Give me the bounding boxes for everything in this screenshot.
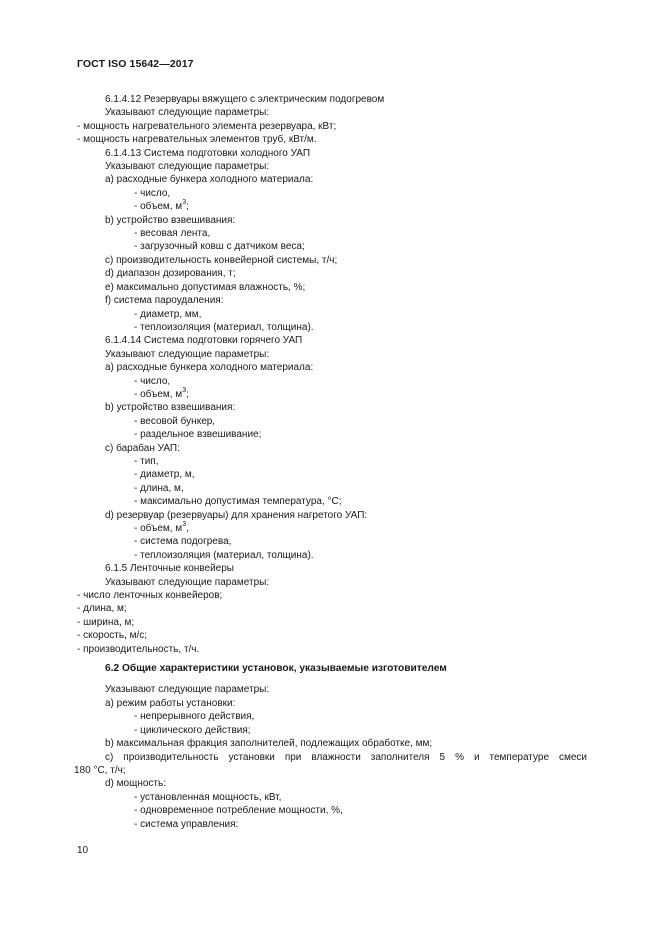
punctuation: , — [186, 523, 189, 534]
list-subitem: - весовой бункер, — [134, 415, 216, 427]
text-line: Указывают следующие параметры: — [105, 107, 270, 119]
list-subitem: - длина, м, — [134, 482, 184, 494]
list-subitem: - теплоизоляция (материал, толщина). — [134, 321, 314, 333]
page-number: 10 — [77, 845, 89, 856]
superscript: 3 — [182, 386, 187, 394]
text-line: Указывают следующие параметры: — [105, 684, 270, 696]
punctuation: ; — [186, 388, 189, 400]
text-line: Указывают следующие параметры: — [105, 348, 270, 360]
list-subitem-text: - объем, м — [134, 388, 183, 400]
list-item: d) мощность: — [105, 778, 166, 790]
list-item: - ширина, м; — [77, 616, 135, 628]
clause-heading: 6.1.4.14 Система подготовки горячего УАП — [105, 335, 303, 347]
punctuation: ; — [186, 201, 189, 213]
list-item: с) производительность конвейерной системы, т/ч; — [105, 254, 338, 266]
list-item: d) резервуар (резервуары) для хранения нагретого УАП: — [105, 509, 368, 521]
list-subitem-text: - объем, м — [134, 523, 183, 534]
list-subitem: - непрерывного действия, — [134, 711, 255, 723]
list-subitem: - циклического действия; — [134, 724, 251, 736]
list-item: а) расходные бункера холодного материала: — [105, 362, 314, 374]
list-subitem: - система управления: — [134, 818, 239, 830]
list-subitem: - установленная мощность, кВт, — [134, 791, 282, 803]
list-item: а) режим работы установки: — [105, 697, 236, 709]
list-item: - скорость, м/с; — [77, 630, 148, 642]
list-item-continuation: 180 °С, т/ч; — [74, 764, 126, 776]
list-item: с) барабан УАП: — [105, 442, 180, 454]
list-item: - число ленточных конвейеров; — [77, 590, 223, 602]
list-item: d) диапазон дозирования, т; — [105, 268, 236, 280]
list-item: - мощность нагревательных элементов труб, кВт/м. — [77, 134, 317, 146]
list-subitem: - тип, — [134, 455, 159, 467]
list-subitem — [77, 388, 587, 401]
list-item: а) расходные бункера холодного материала: — [105, 174, 314, 186]
text-line: Указывают следующие параметры: — [105, 161, 270, 173]
list-subitem: - одновременное потребление мощности, %, — [134, 805, 343, 817]
list-item: b) максимальная фракция заполнителей, подлежащих обработке, мм; — [105, 738, 433, 750]
list-item: с) производительность установки при влажности заполнителя 5 % и температуре смеси — [105, 751, 587, 763]
document-body — [74, 93, 587, 831]
list-subitem: - теплоизоляция (материал, толщина). — [134, 549, 314, 561]
clause-heading: 6.1.4.13 Система подготовки холодного УАП — [105, 147, 311, 159]
list-subitem: - весовая лента, — [134, 228, 211, 240]
list-subitem: - система подогрева, — [134, 536, 232, 548]
list-item: - производительность, т/ч. — [77, 643, 200, 655]
list-subitem: - диаметр, мм, — [134, 308, 202, 320]
superscript: 3 — [182, 520, 187, 528]
list-subitem: - число, — [134, 187, 171, 199]
list-subitem: - загрузочный ковш с датчиком веса; — [134, 241, 305, 253]
list-subitem: - раздельное взвешивание; — [134, 429, 262, 441]
clause-heading: 6.1.4.12 Резервуары вяжущего с электрическим подогревом — [105, 94, 385, 105]
list-item: f) система пароудаления: — [105, 295, 224, 307]
list-subitem-text: - объем, м — [134, 201, 183, 213]
list-subitem: - максимально допустимая температура, °С; — [134, 496, 342, 508]
document-header: ГОСТ ISO 15642—2017 — [77, 58, 194, 70]
list-item: - длина, м; — [77, 603, 127, 615]
list-item: b) устройство взвешивания: — [105, 214, 236, 226]
list-subitem — [77, 522, 587, 535]
list-subitem: - диаметр, м, — [134, 469, 195, 481]
list-item: е) максимально допустимая влажность, %; — [105, 281, 306, 293]
text-line: Указывают следующие параметры: — [105, 576, 270, 588]
list-item: b) устройство взвешивания: — [105, 402, 236, 414]
list-subitem: - число, — [134, 375, 171, 387]
section-title: 6.2 Общие характеристики установок, указываемые изготовителем — [105, 663, 447, 675]
clause-heading: 6.1.5 Ленточные конвейеры — [105, 563, 234, 575]
list-subitem — [77, 200, 587, 213]
superscript: 3 — [182, 198, 187, 206]
list-item: - мощность нагревательного элемента резервуара, кВт; — [77, 120, 337, 132]
